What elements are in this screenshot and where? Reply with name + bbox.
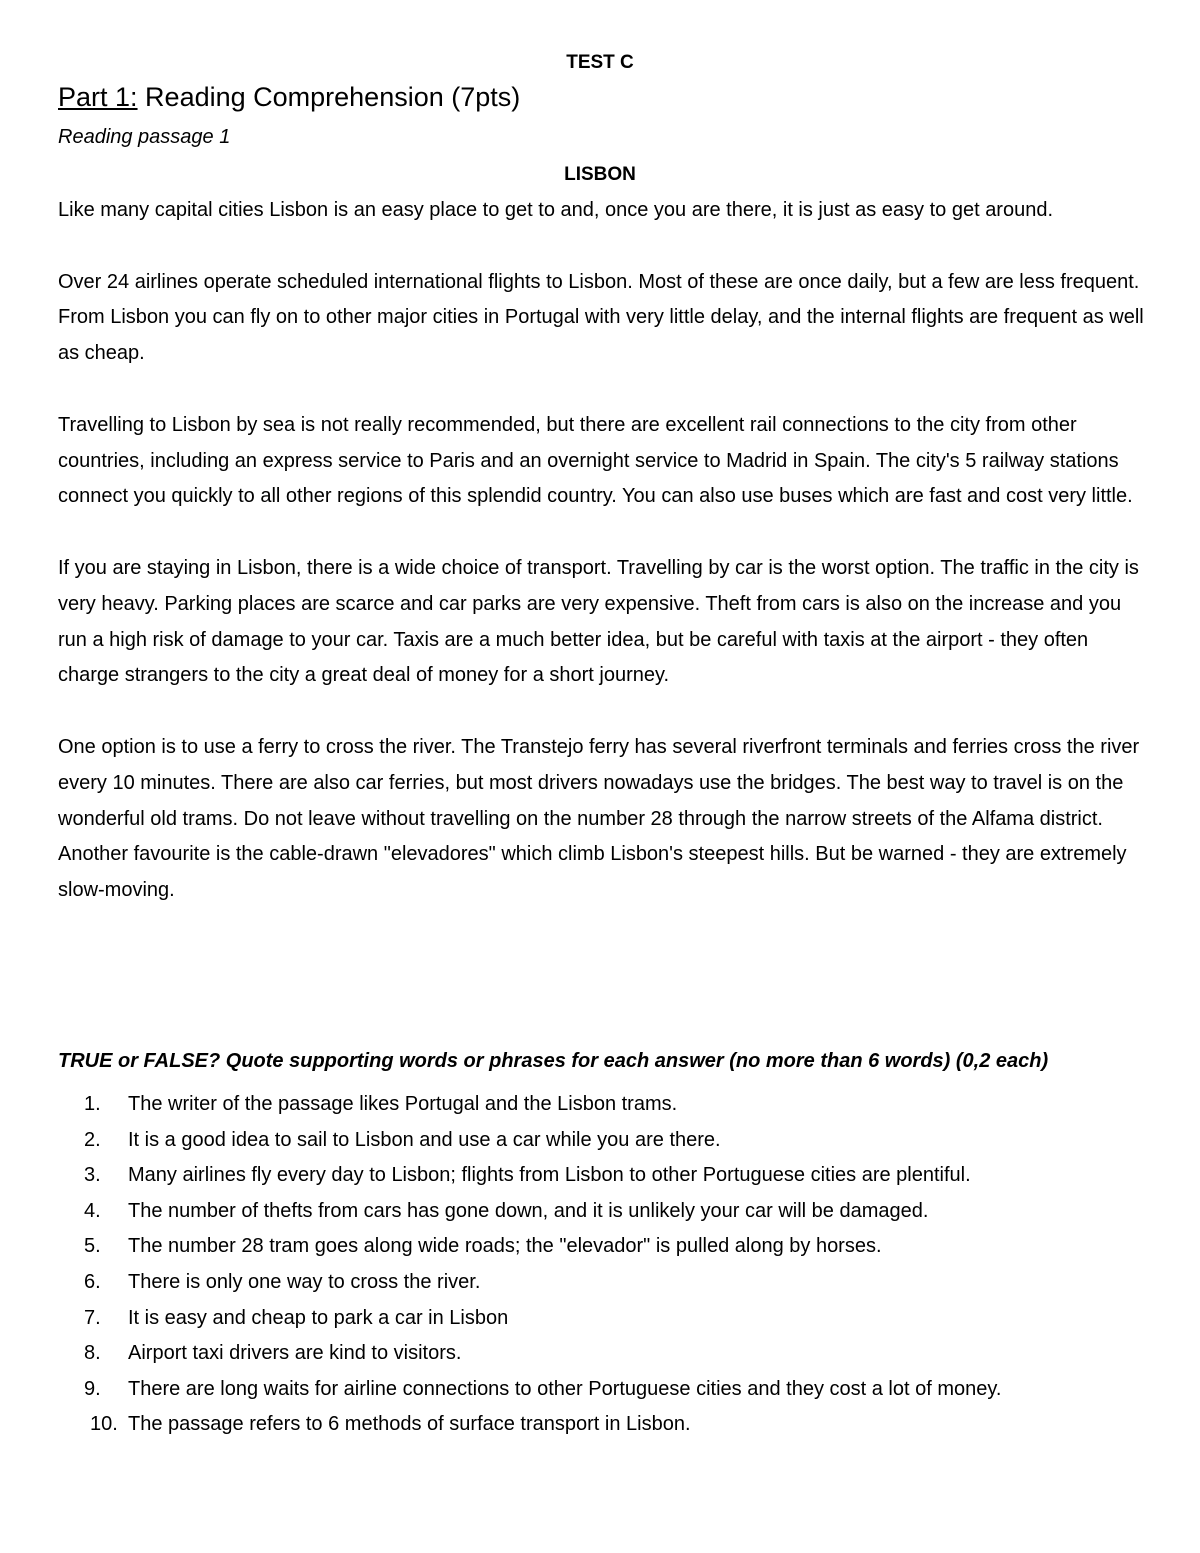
list-item: [58, 1087, 1148, 1123]
question-text: The writer of the passage likes Portugal and the Lisbon trams.: [128, 1093, 678, 1115]
list-item: [58, 1372, 1148, 1408]
test-title: TEST C: [566, 52, 634, 73]
paragraph: Over 24 airlines operate scheduled international flights to Lisbon. Most of these are once daily, but a few are less frequent. From Lisbon you can fly on to other major cities in Portugal with very little delay, and the internal flights are frequent as well as cheap.: [58, 270, 1144, 365]
question-number: 5.: [84, 1235, 101, 1258]
passage-title: LISBON: [564, 164, 636, 185]
question-number: 8.: [84, 1342, 101, 1365]
question-number: 7.: [84, 1306, 101, 1329]
question-text: There is only one way to cross the river.: [128, 1270, 481, 1293]
part-title: Reading Comprehension (7pts): [137, 82, 521, 112]
list-item: [58, 1229, 1148, 1265]
question-text: It is a good idea to sail to Lisbon and use a car while you are there.: [128, 1128, 721, 1151]
paragraph: Travelling to Lisbon by sea is not really recommended, but there are excellent rail connections to the city from other countries, including an express service to Paris and an overnight service to Madrid in Spain. The city's 5 railway stations connect you quickly to all other regions of this splendid country. You can also use buses which are fast and cost very little.: [58, 413, 1133, 508]
question-list: [58, 1087, 1148, 1443]
list-item: [58, 1194, 1148, 1230]
question-text: It is easy and cheap to park a car in Lisbon: [128, 1306, 509, 1329]
question-number: 9.: [84, 1377, 101, 1400]
part-label: Part 1:: [58, 82, 138, 112]
list-item: [58, 1158, 1148, 1194]
question-number: 10.: [90, 1413, 118, 1436]
list-item: [58, 1123, 1148, 1159]
passage-label: Reading passage 1: [58, 126, 231, 148]
question-number: 4.: [84, 1199, 101, 1222]
list-item: [58, 1336, 1148, 1372]
question-number: 3.: [84, 1164, 101, 1187]
question-text: Many airlines fly every day to Lisbon; flights from Lisbon to other Portuguese cities are plentiful.: [128, 1164, 971, 1187]
question-number: 1.: [84, 1093, 101, 1115]
question-number: 2.: [84, 1128, 101, 1151]
exercise-instruction: TRUE or FALSE? Quote supporting words or phrases for each answer (no more than 6 words) (0,2 each): [58, 1050, 1049, 1072]
question-text: The number of thefts from cars has gone down, and it is unlikely your car will be damaged.: [128, 1199, 929, 1222]
question-text: The number 28 tram goes along wide roads; the "elevador" is pulled along by horses.: [128, 1235, 882, 1258]
list-item: [58, 1407, 1148, 1443]
question-text: There are long waits for airline connections to other Portuguese cities and they cost a lot of money.: [128, 1377, 1002, 1400]
list-item: [58, 1301, 1148, 1337]
list-item: [58, 1265, 1148, 1301]
question-text: The passage refers to 6 methods of surface transport in Lisbon.: [128, 1413, 691, 1436]
passage-body: [58, 193, 1148, 945]
paragraph: Like many capital cities Lisbon is an easy place to get to and, once you are there, it is just as easy to get around.: [58, 199, 1054, 221]
paragraph: If you are staying in Lisbon, there is a wide choice of transport. Travelling by car is the worst option. The traffic in the city is very heavy. Parking places are scarce and car parks are very expensive. Theft from cars is also on the increase and you run a high risk of damage to your car. Taxis are a much better idea, but be careful with taxis at the airport - they often charge strangers to the city a great deal of money for a short journey.: [58, 556, 1139, 687]
question-text: Airport taxi drivers are kind to visitors.: [128, 1342, 462, 1365]
part-heading: [58, 82, 520, 113]
paragraph: One option is to use a ferry to cross the river. The Transtejo ferry has several riverfront terminals and ferries cross the river every 10 minutes. There are also car ferries, but most drivers nowadays use the bridges. The best way to travel is on the wonderful old trams. Do not leave without travelling on the number 28 through the narrow streets of the Alfama district. Another favourite is the cable-drawn "elevadores" which climb Lisbon's steepest hills. But be warned - they are extremely slow-moving.: [58, 735, 1140, 902]
question-number: 6.: [84, 1270, 101, 1293]
